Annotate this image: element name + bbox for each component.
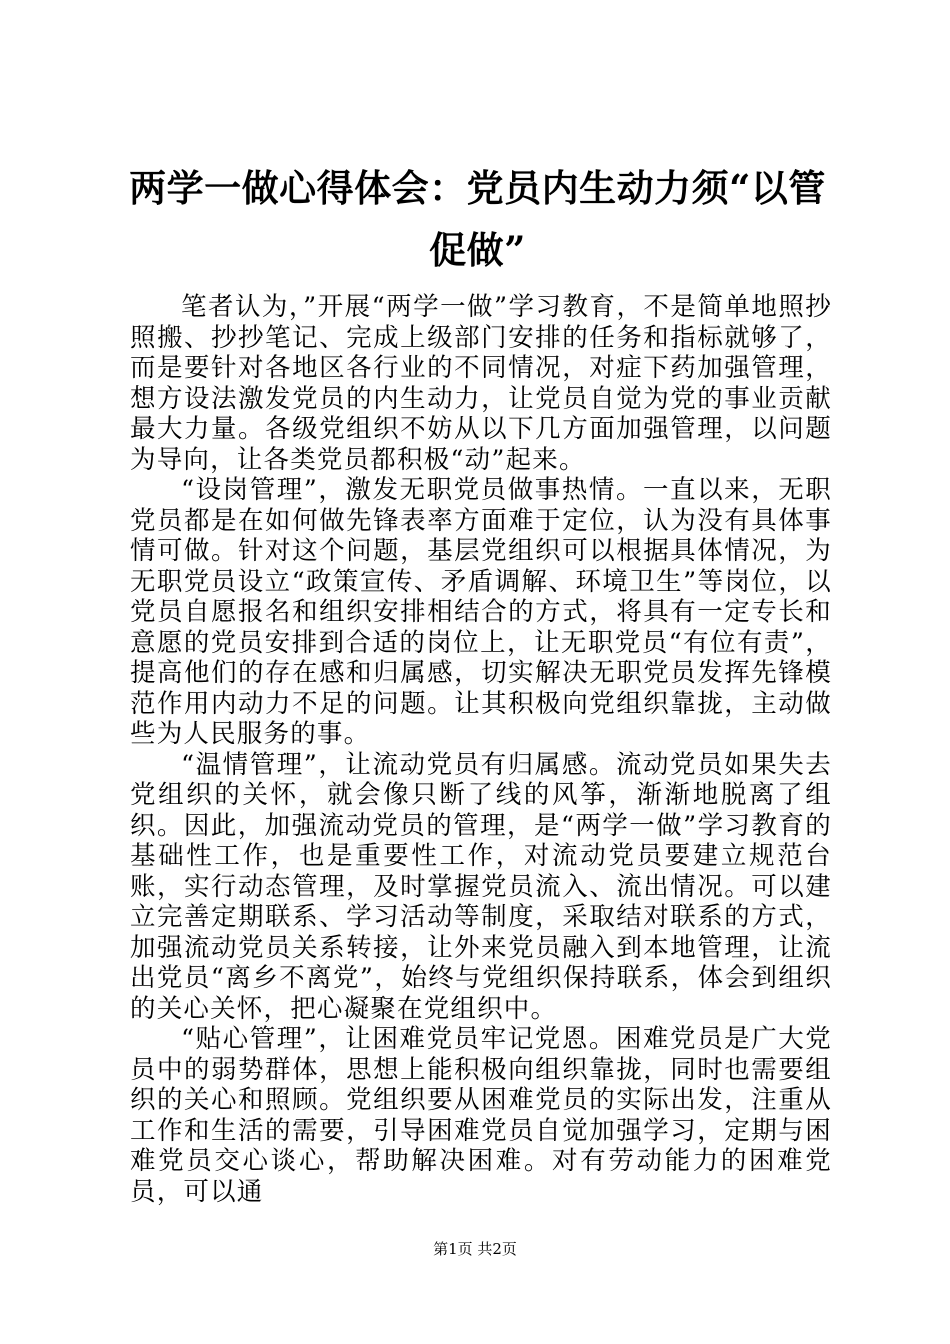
paragraph-intro: 笔者认为，”开展“两学一做”学习教育，不是简单地照抄照搬、抄抄笔记、完成上级部门安排的任务和指标就够了，而是要针对各地区各行业的不同情况，对症下药加强管理，想方设法激发党员的内生动力，让党员自觉为党的事业贡献最大力量。各级党组织不妨从以下几方面加强管理，以问题为导向，让各类党员都积极“动”起来。 [130, 292, 832, 475]
paragraph-warm-management: “温情管理”，让流动党员有归属感。流动党员如果失去党组织的关怀，就会像只断了线的风筝，渐渐地脱离了组织。因此，加强流动党员的管理，是“两学一做”学习教育的基础性工作，也是重要性工作，对流动党员要建立规范台账，实行动态管理，及时掌握党员流入、流出情况。可以建立完善定期联系、学习活动等制度，采取结对联系的方式，加强流动党员关系转接，让外来党员融入到本地管理，让流出党员“离乡不离党”，始终与党组织保持联系，体会到组织的关心关怀，把心凝聚在党组织中。 [130, 749, 832, 1024]
paragraph-caring-management: “贴心管理”，让困难党员牢记党恩。困难党员是广大党员中的弱势群体，思想上能积极向组织靠拢，同时也需要组织的关心和照顾。党组织要从困难党员的实际出发，注重从工作和生活的需要，引导困难党员自觉加强学习，定期与困难党员交心谈心，帮助解决困难。对有劳动能力的困难党员，可以通 [130, 1024, 832, 1207]
page-footer: 第1页 共2页 [433, 1240, 517, 1258]
document-body [130, 292, 832, 1207]
paragraph-post-management: “设岗管理”，激发无职党员做事热情。一直以来，无职党员都是在如何做先锋表率方面难于定位，认为没有具体事情可做。针对这个问题，基层党组织可以根据具体情况，为无职党员设立“政策宣传、矛盾调解、环境卫生”等岗位，以党员自愿报名和组织安排相结合的方式，将具有一定专长和意愿的党员安排到合适的岗位上，让无职党员“有位有责”，提高他们的存在感和归属感，切实解决无职党员发挥先锋模范作用内动力不足的问题。让其积极向党组织靠拢，主动做些为人民服务的事。 [130, 475, 832, 749]
document-title: 两学一做心得体会：党员内生动力须“以管促做” [129, 166, 826, 272]
